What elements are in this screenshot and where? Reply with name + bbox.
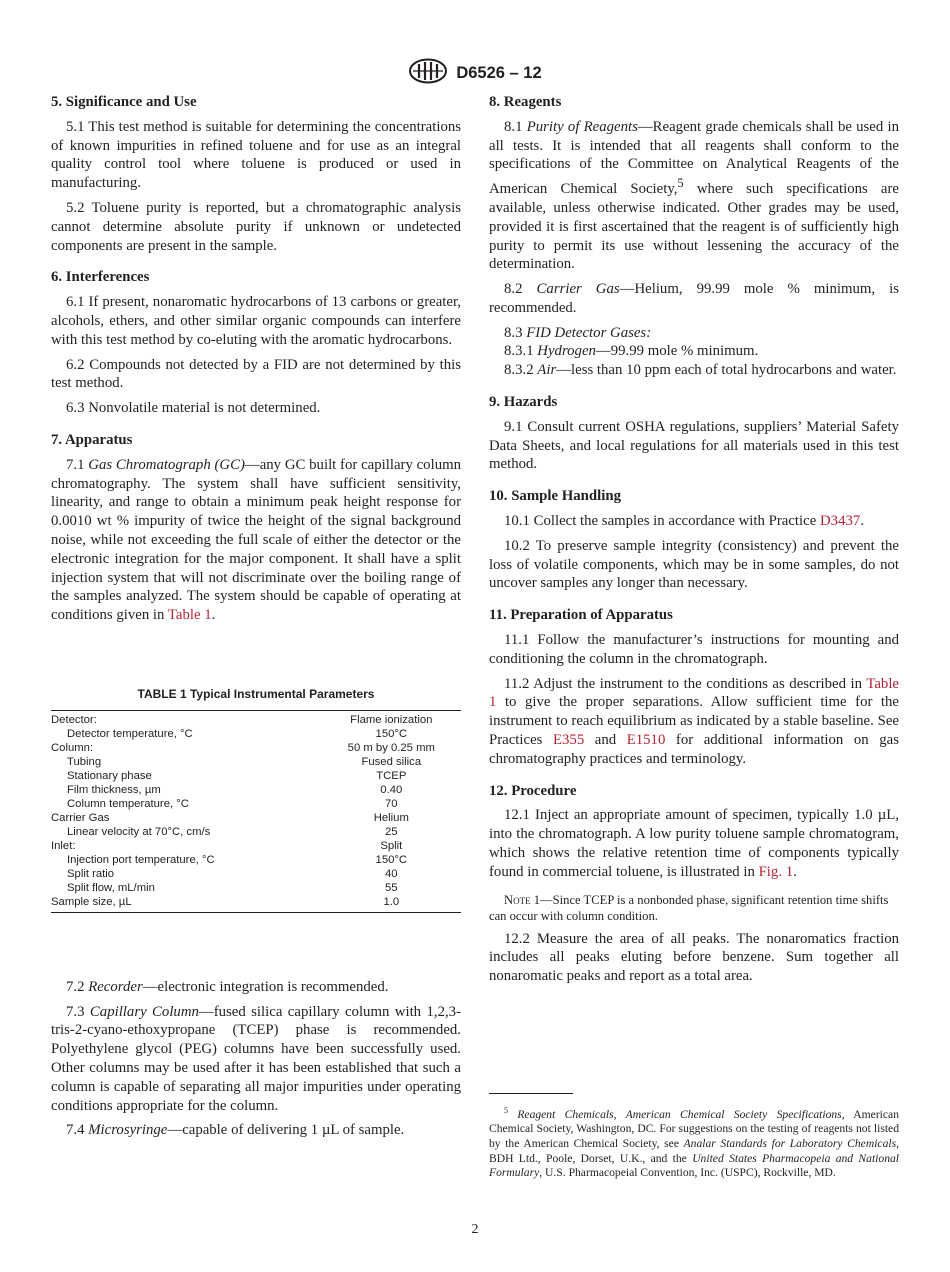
- para-6-2: 6.2 Compounds not detected by a FID are not determined by this test method.: [51, 356, 461, 392]
- para-9-1: 9.1 Consult current OSHA regulations, suppliers’ Material Safety Data Sheets, and local regulations for all materials used in this test method.: [489, 418, 899, 473]
- para-7-2: 7.2 Recorder—electronic integration is recommended.: [66, 978, 389, 995]
- table-row: Detector: Flame ionization: [51, 710, 461, 727]
- para-8-1: 8.1 Purity of Reagents—Reagent grade chemicals shall be used in all tests. It is intended that all reagents shall conform to the specifications of the Committee on Analytical Reagents of the American Chemical Society,$^5$ where such specifications are available, unless otherwise indicated. Other grades may be used, provided it is first ascertained that the reagent is of sufficiently high purity to permit its use without lessening the accuracy of the determination.: [489, 118, 899, 273]
- table-row: Sample size, µL 1.0: [51, 895, 461, 913]
- section-7-title: 7. Apparatus: [51, 431, 133, 448]
- section-11: [489, 606, 899, 768]
- para-11-2: 11.2 Adjust the instrument to the conditions as described in Table 1 to give the proper separations. Allow sufficient time for the instrument to reach equilibrium as indicated by a stable baseline. See Practices E355 and E1510 for additional information on gas chromatography practices and terminology.: [489, 675, 900, 767]
- section-12: [489, 782, 899, 986]
- para-10-1: 10.1 Collect the samples in accordance with Practice D3437.: [504, 513, 864, 530]
- para-5-1: 5.1 This test method is suitable for determining the concentrations of known impurities in refined toluene and for use as an integral quality control tool where toluene is produced or used in manufacturing.: [51, 118, 461, 192]
- table-row: Detector temperature, °C 150°C: [67, 727, 408, 740]
- table-row: Film thickness, µm 0.40: [67, 783, 403, 796]
- section-10: [489, 487, 899, 593]
- para-12-1: 12.1 Inject an appropriate amount of specimen, typically 1.0 µL, into the chromatograph. A low purity toluene sample chromatogram, which shows the relative retention time of components typically found in commercial toluene, is illustrated in Fig. 1.: [489, 807, 899, 880]
- footnotes: [489, 1093, 899, 1181]
- section-9-title: 9. Hazards: [489, 394, 558, 411]
- para-10-2: 10.2 To preserve sample integrity (consistency) and prevent the loss of volatile components, which may be in some samples, do not uncover samples any longer than necessary.: [489, 537, 899, 592]
- para-12-2: 12.2 Measure the area of all peaks. The nonaromatics fraction includes all peaks eluting before benzene. Sum together all nonaromatic peaks and report as a total area.: [489, 930, 899, 985]
- table-1: [51, 685, 461, 913]
- right-column: [489, 93, 899, 992]
- section-6: [51, 268, 461, 418]
- astm-logo-icon: [408, 58, 448, 89]
- table-row: Split ratio 40: [67, 867, 398, 880]
- para-6-3: 6.3 Nonvolatile material is not determined.: [66, 400, 321, 417]
- section-11-title: 11. Preparation of Apparatus: [489, 607, 673, 624]
- table-row: Linear velocity at 70°C, cm/s 25: [67, 825, 398, 838]
- table-row: Column temperature, °C 70: [67, 797, 398, 810]
- document-id: D6526 – 12: [456, 64, 542, 82]
- d3437-link[interactable]: D3437: [819, 513, 861, 530]
- table-row: Injection port temperature, °C 150°C: [67, 853, 408, 866]
- table-1-link[interactable]: Table 1: [167, 607, 212, 624]
- para-7-4: 7.4 Microsyringe—capable of delivering 1 µL of sample.: [66, 1122, 405, 1139]
- para-5-2: 5.2 Toluene purity is reported, but a chromatographic analysis cannot determine absolute purity if unknown or undetected components are present in the sample.: [51, 199, 461, 254]
- left-column: [51, 93, 461, 1146]
- para-8-2: 8.2 Carrier Gas—Helium, 99.99 mole % minimum, is recommended.: [489, 281, 900, 316]
- section-5: [51, 93, 461, 255]
- para-8-3-1: 8.3.1 Hydrogen—99.99 mole % minimum.: [504, 343, 759, 360]
- footnote-divider: [489, 1093, 573, 1094]
- section-12-title: 12. Procedure: [489, 782, 577, 799]
- para-11-1: 11.1 Follow the manufacturer’s instructions for mounting and conditioning the column in the chromatograph.: [489, 632, 899, 667]
- section-5-title: 5. Significance and Use: [51, 94, 197, 110]
- table-1-title: TABLE 1 Typical Instrumental Parameters: [137, 686, 375, 701]
- section-7: [51, 431, 461, 1140]
- table-row: Inlet: Split: [51, 839, 403, 852]
- table-row: Split flow, mL/min 55: [67, 881, 398, 894]
- fig-1-link[interactable]: Fig. 1: [758, 863, 794, 880]
- e355-link[interactable]: E355: [552, 732, 585, 749]
- e1510-link[interactable]: E1510: [626, 732, 666, 749]
- section-10-title: 10. Sample Handling: [489, 488, 621, 505]
- para-8-3-2: 8.3.2 Air—less than 10 ppm each of total hydrocarbons and water.: [504, 362, 897, 379]
- table-row: Column: 50 m by 0.25 mm: [51, 741, 435, 754]
- table-row: Stationary phase TCEP: [67, 769, 407, 782]
- para-6-1: 6.1 If present, nonaromatic hydrocarbons of 13 carbons or greater, alcohols, ethers, and other similar organic compounds can interfere with this test method by co-eluting with the aromatic hydrocarbons.: [51, 294, 461, 348]
- section-8: [489, 93, 899, 380]
- table-row: Tubing Fused silica: [67, 755, 422, 768]
- section-9: [489, 393, 899, 474]
- para-8-3: 8.3 FID Detector Gases:: [504, 324, 652, 341]
- note-1: Note 1—Since TCEP is a nonbonded phase, significant retention time shifts can occur with column condition.: [489, 892, 889, 923]
- page-header: [0, 58, 950, 89]
- para-7-1: 7.1 Gas Chromatograph (GC)—any GC built for capillary column chromatography. The system shall have sufficient sensitivity, linearity, and range to obtain a minimum peak height response for 0.0010 wt % impurity of twice the height of the signal background noise, while not exceeding the full scale of either the detector or the electronic integration for the major component. It shall have a split injection system that will not discriminate over the boiling range of the samples analyzed. The system should be capable of operating at conditions given in Table 1.: [51, 456, 461, 624]
- section-8-title: 8. Reagents: [489, 94, 562, 110]
- page-number: 2: [471, 1222, 479, 1237]
- table-row: Carrier Gas Helium: [51, 811, 409, 824]
- para-7-3: 7.3 Capillary Column—fused silica capillary column with 1,2,3-tris-2-cyano-ethoxypropane (TCEP) phase is recommended. Polyethylene glycol (PEG) columns have been successfully used. Other columns may be used after it has been established that such a column is capable of separating all major impurities under operating conditions appropriate for the column.: [51, 1003, 462, 1114]
- table-1-link[interactable]: Table 1: [489, 675, 899, 711]
- parameters-table: [51, 710, 461, 913]
- footnote-ref: 5: [677, 176, 684, 191]
- section-6-title: 6. Interferences: [51, 269, 150, 286]
- footnote-5: $^5$ Reagent Chemicals, American Chemical Society Specifications, American Chemical Society, Washington, DC. For suggestions on the testing of reagents not listed by the American Chemical Society, see Analar Standards for Laboratory Chemicals, BDH Ltd., Poole, Dorset, U.K., and the United States Pharmacopeia and National Formulary, U.S. Pharmacopeial Convention, Inc. (USPC), Rockville, MD.: [489, 1106, 900, 1180]
